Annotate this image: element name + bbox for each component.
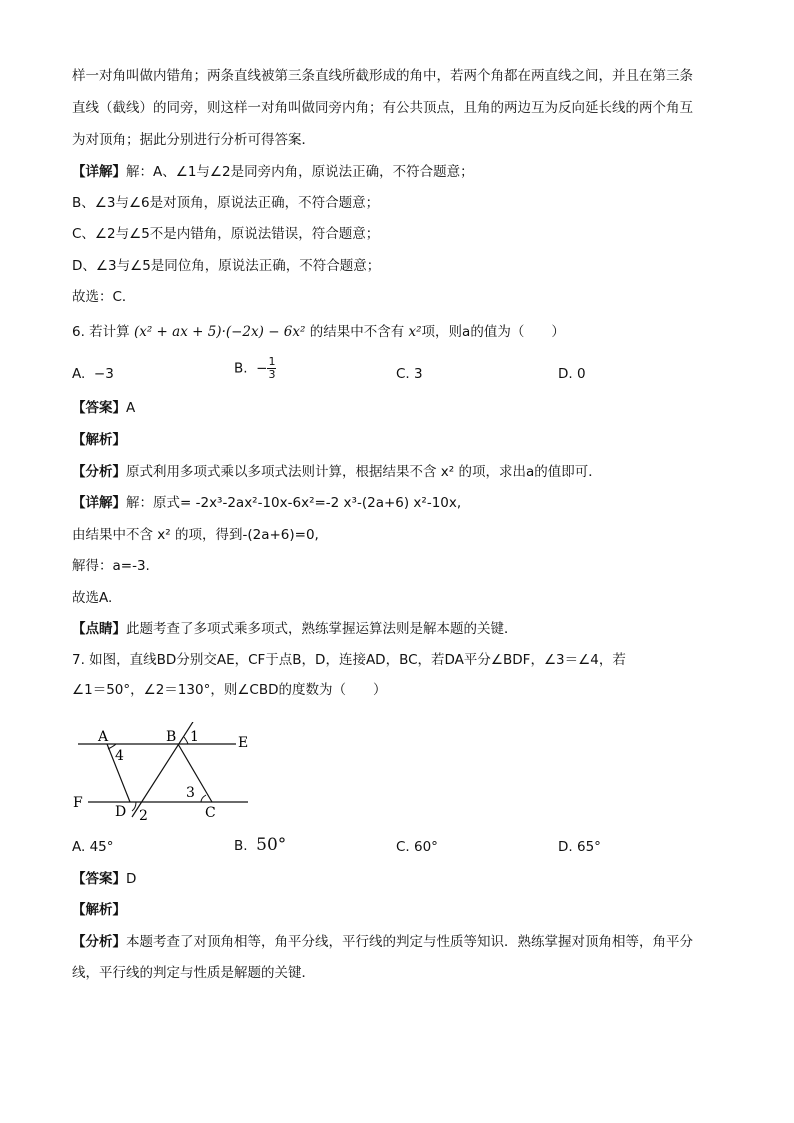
q6-dianjing: 【点睛】此题考查了多项式乘多项式，熟练掌握运算法则是解本题的关键． xyxy=(72,621,518,637)
intro-line-3: 为对顶角；据此分别进行分析可得答案． xyxy=(72,132,315,148)
q6-step-3: 解得：a=-3. xyxy=(72,558,150,574)
angle-2-arc xyxy=(132,802,136,811)
label-3: 3 xyxy=(186,785,195,801)
intro-line-2: 直线（截线）的同旁，则这样一对角叫做同旁内角；有公共顶点，且角的两边互为反向延长线的两个角互 xyxy=(72,100,693,116)
q6-stem-mid: 的结果中不含有 xyxy=(309,324,405,340)
label-b: B xyxy=(166,729,177,745)
q7-stem-line-2: ∠1＝50°，∠2＝130°，则∠CBD的度数为（ ） xyxy=(72,682,387,698)
q5-choose: 故选：C． xyxy=(72,289,136,305)
q7-option-d: D. 65° xyxy=(558,839,601,855)
label-4: 4 xyxy=(115,748,124,764)
q6-stem-post: 项，则a的值为（ ） xyxy=(421,324,565,340)
q6-analysis-tag: 【解析】 xyxy=(72,432,126,448)
angle-1-arc xyxy=(184,737,188,744)
q5-detail-text: 解：A、∠1与∠2是同旁内角，原说法正确，不符合题意； xyxy=(126,164,474,180)
label-e: E xyxy=(238,735,249,751)
q6-fenxi: 【分析】原式利用多项式乘以多项式法则计算，根据结果不含 x² 的项，求出a的值即可． xyxy=(72,464,602,480)
q7-answer: 【答案】D xyxy=(72,871,137,887)
detail-tag: 【详解】 xyxy=(72,164,126,180)
q6-option-c: C. 3 xyxy=(396,366,423,382)
q5-detail xyxy=(72,162,474,182)
segment-bc xyxy=(178,744,212,802)
angle-3-arc xyxy=(201,795,206,802)
q6-option-d: D. 0 xyxy=(558,366,586,382)
q6-expression: (x² + ax + 5)·(−2x) − 6x² xyxy=(133,324,306,340)
q5-option-c: C、∠2与∠5不是内错角，原说法错误，符合题意； xyxy=(72,226,380,242)
q7-fenxi-line-2: 线，平行线的判定与性质是解题的关键． xyxy=(72,965,315,981)
q6-option-b: B. − $\frac{1}{3}$ xyxy=(234,355,276,381)
q6-stem-pre: 6. 若计算 xyxy=(72,324,130,340)
q7-fenxi-line-1: 【分析】本题考查了对顶角相等，角平分线，平行线的判定与性质等知识．熟练掌握对顶角相等，角平分 xyxy=(72,934,693,950)
q6-option-a: A. −3 xyxy=(72,366,114,382)
q6-step-2: 由结果中不含 x² 的项，得到-(2a+6)=0, xyxy=(72,527,319,543)
q6-answer: 【答案】A xyxy=(72,400,136,416)
label-f: F xyxy=(73,795,83,811)
q6-stem xyxy=(72,322,565,342)
label-2: 2 xyxy=(139,808,148,824)
q5-option-b: B、∠3与∠6是对顶角，原说法正确，不符合题意； xyxy=(72,195,380,211)
label-1: 1 xyxy=(190,729,199,745)
q7-analysis-tag: 【解析】 xyxy=(72,902,126,918)
q6-detail: 【详解】解：原式= -2x³-2ax²-10x-6x²=-2 x³-(2a+6) x²-10x, xyxy=(72,495,462,511)
label-a: A xyxy=(98,729,109,745)
geometry-figure xyxy=(70,722,270,826)
fraction: $\frac{1}{3}$ xyxy=(268,355,276,381)
q7-stem-line-1: 7. 如图，直线BD分别交AE，CF于点B，D，连接AD，BC，若DA平分∠BDF，∠3＝∠4，若 xyxy=(72,652,626,668)
intro-line-1: 样一对角叫做内错角；两条直线被第三条直线所截形成的角中，若两个角都在两直线之间，并且在第三条 xyxy=(72,68,693,84)
q6-choose: 故选A. xyxy=(72,590,113,606)
line-bd xyxy=(132,722,198,817)
label-c: C xyxy=(205,805,216,821)
q5-option-d: D、∠3与∠5是同位角，原说法正确，不符合题意； xyxy=(72,258,381,274)
label-d: D xyxy=(115,804,127,820)
q7-option-c: C. 60° xyxy=(396,839,438,855)
q7-option-a: A. 45° xyxy=(72,839,114,855)
q7-option-b: B. 50° xyxy=(234,835,287,855)
q6-term: x² xyxy=(408,324,422,340)
